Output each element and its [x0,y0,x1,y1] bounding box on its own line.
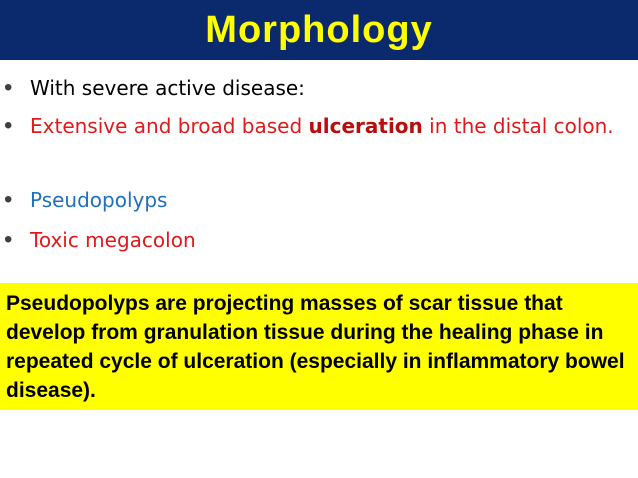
slide-title: Morphology [205,9,433,51]
bullet-text-pre: Extensive and broad based [30,114,309,138]
title-bar [0,0,638,60]
bullet-icon: • [4,74,13,101]
bullet-text [30,108,630,144]
bullet-text: Toxic megacolon [30,228,196,252]
bullet-text-strong: ulceration [308,114,423,138]
bullet-text: Pseudopolyps [30,188,168,212]
bullet-icon: • [4,112,13,139]
note-text: Pseudopolyps are projecting masses of scar tissue that develop from granulation tissue during the healing phase in repeated cycle of ulceration (especially in inflammatory bowel disease). [6,292,625,402]
bullet-icon: • [4,186,13,213]
bullet-text-post: in the distal colon. [422,114,614,138]
bullet-text: With severe active disease: [30,76,305,100]
bullet-icon: • [4,226,13,253]
highlight-note-box [0,283,638,410]
